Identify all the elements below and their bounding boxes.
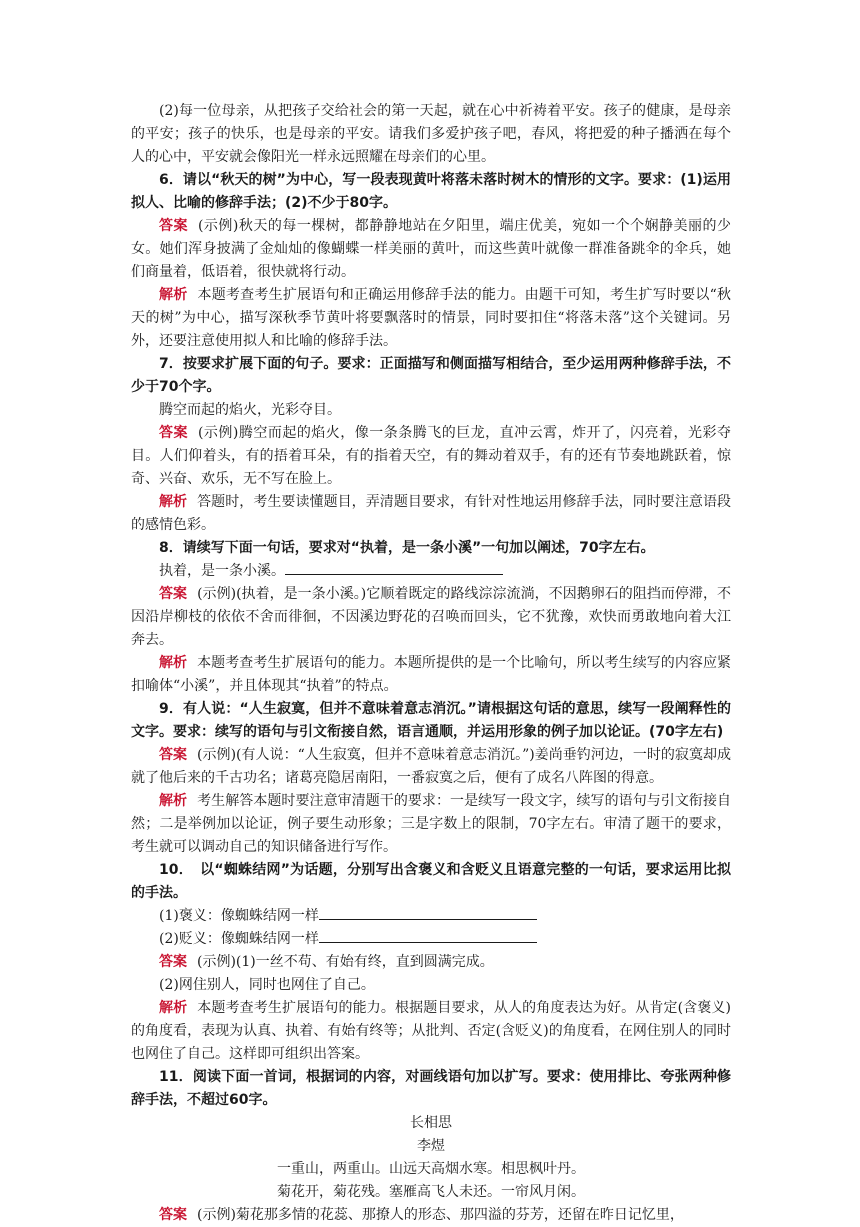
poem-line (131, 1181, 731, 1204)
analysis-label: 解析 (159, 655, 188, 671)
answer-label: 答案 (159, 586, 188, 602)
analysis-paragraph (131, 997, 731, 1066)
block-text: (2)每一位母亲，从把孩子交给社会的第一天起，就在心中祈祷着平安。孩子的健康，是母亲的平安；孩子的快乐，也是母亲的平安。请我们多爱护孩子吧，春风，将把爱的种子播洒在每个人的心中，平安就会像阳光一样永远照耀在母亲们的心里。 (131, 103, 731, 165)
fill-in-line (131, 905, 731, 928)
block-text: 本题考查考生扩展语句的能力。本题所提供的是一个比喻句，所以考生续写的内容应紧扣喻体“小溪”，并且体现其“执着”的特点。 (131, 655, 732, 694)
block-text: (示例)(执着，是一条小溪。)它顺着既定的路线淙淙流淌，不因鹅卵石的阻挡而停滞，不因沿岸柳枝的依依不舍而徘徊，不因溪边野花的召唤而回头，它不犹豫，欢快而勇敢地向着大江奔去。 (131, 586, 731, 648)
analysis-paragraph (131, 491, 731, 537)
question-stem (131, 859, 731, 905)
answer-label: 答案 (159, 218, 188, 234)
question-stem (131, 169, 731, 215)
answer-label: 答案 (159, 1207, 187, 1223)
block-text: 本题考查考生扩展语句的能力。根据题目要求，从人的角度表达为好。从肯定(含褒义)的角度看，表现为认真、执着、有始有终等；从批判、否定(含贬义)的角度看，在网住别人的同时也网住了自己。这样即可组织出答案。 (131, 1000, 732, 1062)
block-text: 答题时，考生要读懂题目，弄清题目要求，有针对性地运用修辞手法，同时要注意语段的感情色彩。 (131, 494, 732, 533)
block-text: (示例)菊花那多情的花蕊、那撩人的形态、那四溢的芬芳，还留在昨日记忆里， (197, 1207, 684, 1223)
block-text: (示例)腾空而起的焰火，像一条条腾飞的巨龙，直冲云霄，炸开了，闪亮着，光彩夺目。人们仰着头，有的捂着耳朵，有的指着天空，有的舞动着双手，有的还有节奏地跳跃着，惊奇、兴奋、欢乐，无不写在脸上。 (131, 425, 732, 487)
block-text: (2)网住别人，同时也网住了自己。 (159, 977, 375, 993)
block-text: (2)贬义：像蜘蛛结网一样 (159, 931, 319, 947)
analysis-paragraph (131, 790, 731, 859)
analysis-paragraph (131, 284, 731, 353)
analysis-label: 解析 (159, 287, 188, 303)
body-paragraph (131, 399, 731, 422)
block-text: 本题考查考生扩展语句和正确运用修辞手法的能力。由题干可知，考生扩写时要以“秋天的树”为中心，描写深秋季节黄叶将要飘落时的情景，同时要扣住“将落未落”这个关键词。另外，还要注意使用拟人和比喻的修辞手法。 (131, 287, 732, 349)
poem-line (131, 1158, 731, 1181)
block-text: 9．有人说：“人生寂寞，但并不意味着意志消沉。”请根据这句话的意思，续写一段阐释性的文字。要求：续写的语句与引文衔接自然，语言通顺，并运用形象的例子加以论证。(70字左右) (131, 701, 731, 740)
answer-blank (285, 560, 503, 575)
block-text: 7．按要求扩展下面的句子。要求：正面描写和侧面描写相结合，至少运用两种修辞手法，不少于70个字。 (131, 356, 731, 395)
document-page (131, 100, 731, 1227)
answer-label: 答案 (159, 425, 188, 441)
block-text: (示例)(有人说：“人生寂寞，但并不意味着意志消沉。”)姜尚垂钓河边，一时的寂寞却成就了他后来的千古功名；诸葛亮隐居南阳，一番寂寞之后，便有了成名八阵图的得意。 (131, 747, 731, 786)
block-text: 菊花开，菊花残。塞雁高飞人未还。一帘风月闲。 (277, 1184, 585, 1200)
answer-paragraph (131, 951, 731, 974)
fill-in-line (131, 928, 731, 951)
block-text: 执着，是一条小溪。 (159, 563, 285, 579)
block-text: 考生解答本题时要注意审清题干的要求：一是续写一段文字，续写的语句与引文衔接自然；二是举例加以论证，例子要生动形象；三是字数上的限制，70字左右。审清了题干的要求，考生就可以调动自己的知识储备进行写作。 (131, 793, 732, 855)
answer-blank (319, 928, 537, 943)
answer-paragraph (131, 422, 731, 491)
block-text: 长相思 (410, 1115, 452, 1131)
fill-in-line (131, 560, 731, 583)
answer-paragraph (131, 215, 731, 284)
block-text: 李煜 (417, 1138, 445, 1154)
block-text: (1)褒义：像蜘蛛结网一样 (159, 908, 319, 924)
block-text: 11．阅读下面一首词，根据词的内容，对画线语句加以扩写。要求：使用排比、夸张两种修辞手法，不超过60字。 (131, 1069, 731, 1108)
block-text: (示例)(1)一丝不苟、有始有终，直到圆满完成。 (197, 954, 494, 970)
block-text: 8．请续写下面一句话，要求对“执着，是一条小溪”一句加以阐述，70字左右。 (159, 540, 655, 556)
answer-blank (319, 905, 537, 920)
body-paragraph (131, 974, 731, 997)
question-stem (131, 698, 731, 744)
poem-line (131, 1112, 731, 1135)
answer-paragraph (131, 744, 731, 790)
block-text: 腾空而起的焰火，光彩夺目。 (159, 402, 341, 418)
question-stem (131, 537, 731, 560)
block-text: 6．请以“秋天的树”为中心，写一段表现黄叶将落未落时树木的情形的文字。要求：(1)运用拟人、比喻的修辞手法；(2)不少于80字。 (131, 172, 731, 211)
block-text: 10． 以“蜘蛛结网”为话题，分别写出含褒义和含贬义且语意完整的一句话，要求运用比拟的手法。 (131, 862, 731, 901)
analysis-label: 解析 (159, 1000, 188, 1016)
analysis-label: 解析 (159, 494, 188, 510)
block-text: 一重山，两重山。山远天高烟水寒。相思枫叶丹。 (277, 1161, 585, 1177)
answer-paragraph (131, 583, 731, 652)
analysis-label: 解析 (159, 793, 188, 809)
question-stem (131, 353, 731, 399)
block-text: (示例)秋天的每一棵树，都静静地站在夕阳里，端庄优美，宛如一个个娴静美丽的少女。她们浑身披满了金灿灿的像蝴蝶一样美丽的黄叶，而这些黄叶就像一群准备跳伞的伞兵，她们商量着，低语着，很快就将行动。 (131, 218, 732, 280)
answer-label: 答案 (159, 954, 187, 970)
body-paragraph (131, 100, 731, 169)
answer-label: 答案 (159, 747, 188, 763)
poem-line (131, 1135, 731, 1158)
analysis-paragraph (131, 652, 731, 698)
question-stem (131, 1066, 731, 1112)
